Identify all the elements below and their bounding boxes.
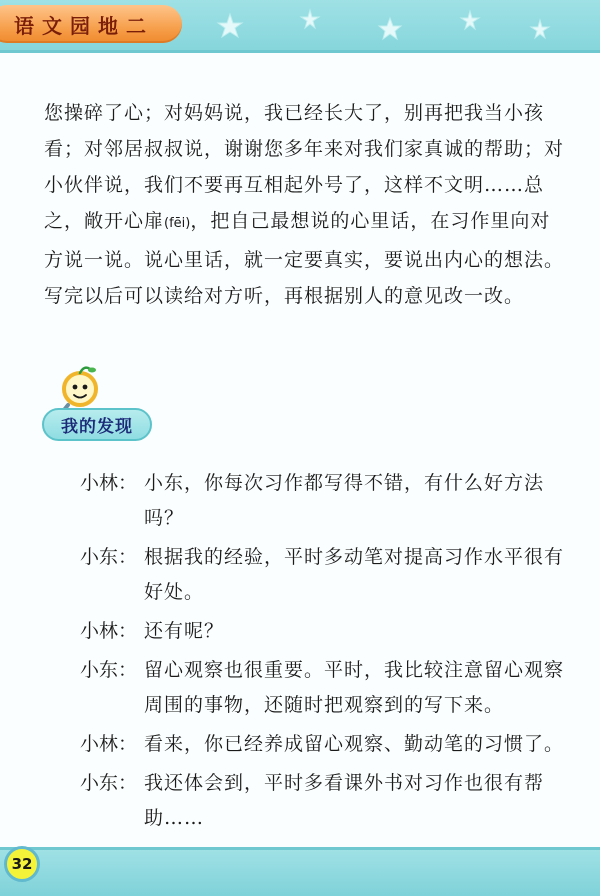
dialogue-speaker: 小东： [80,772,138,794]
dialogue-speaker: 小东： [80,659,138,681]
dialogue-text: 我还体会到，平时多看课外书对习作也很有帮助…… [144,772,545,829]
footer-band [0,850,600,896]
paragraph-text-part-1: 您操碎了心；对妈妈说，我已经长大了，别再把我当小孩看；对邻居叔叔说，谢谢您多年来对我们家真诚的帮助；对小伙伴说，我们不要再互相起外号了，这样不文明……总之，敞开心扉 [44,102,565,232]
header-band [0,0,600,50]
page-section-title: 语文园地二 [14,13,154,38]
dialogue-text: 小东，你每次习作都写得不错，有什么好方法吗？ [144,472,545,529]
dialogue-text: 留心观察也很重要。平时，我比较注意留心观察周围的事物，还随时把观察到的写下来。 [144,659,565,716]
pinyin-annotation: (fēi) [164,216,191,231]
dialogue-line [80,614,580,649]
dialogue-text: 看来，你已经养成留心观察、勤动笔的习惯了。 [144,733,565,755]
dialogue-line [80,653,580,723]
main-paragraph [44,95,566,314]
star-decoration-icon [200,6,560,46]
dialogue-line [80,466,580,536]
dialogue-line [80,766,580,836]
paragraph-text-part-2: ，把自己最想说的心里话，在习作里向对方说一说。说心里话，就一定要真实，要说出内心的想法。写完以后可以读给对方听，再根据别人的意见改一改。 [44,210,565,307]
dialogue-speaker: 小林： [80,472,138,494]
dialogue-line [80,540,580,610]
dialogue-speaker: 小林： [80,733,138,755]
dialogue-text: 根据我的经验，平时多动笔对提高习作水平很有好处。 [144,546,565,603]
dialogue [80,466,580,840]
page-number: 32 [4,846,40,882]
section-header [42,408,152,441]
dialogue-speaker: 小林： [80,620,138,642]
dialogue-line [80,727,580,762]
section-tag [0,5,182,43]
dialogue-text: 还有呢？ [144,620,225,642]
section-title: 我的发现 [61,417,133,437]
dialogue-speaker: 小东： [80,546,138,568]
